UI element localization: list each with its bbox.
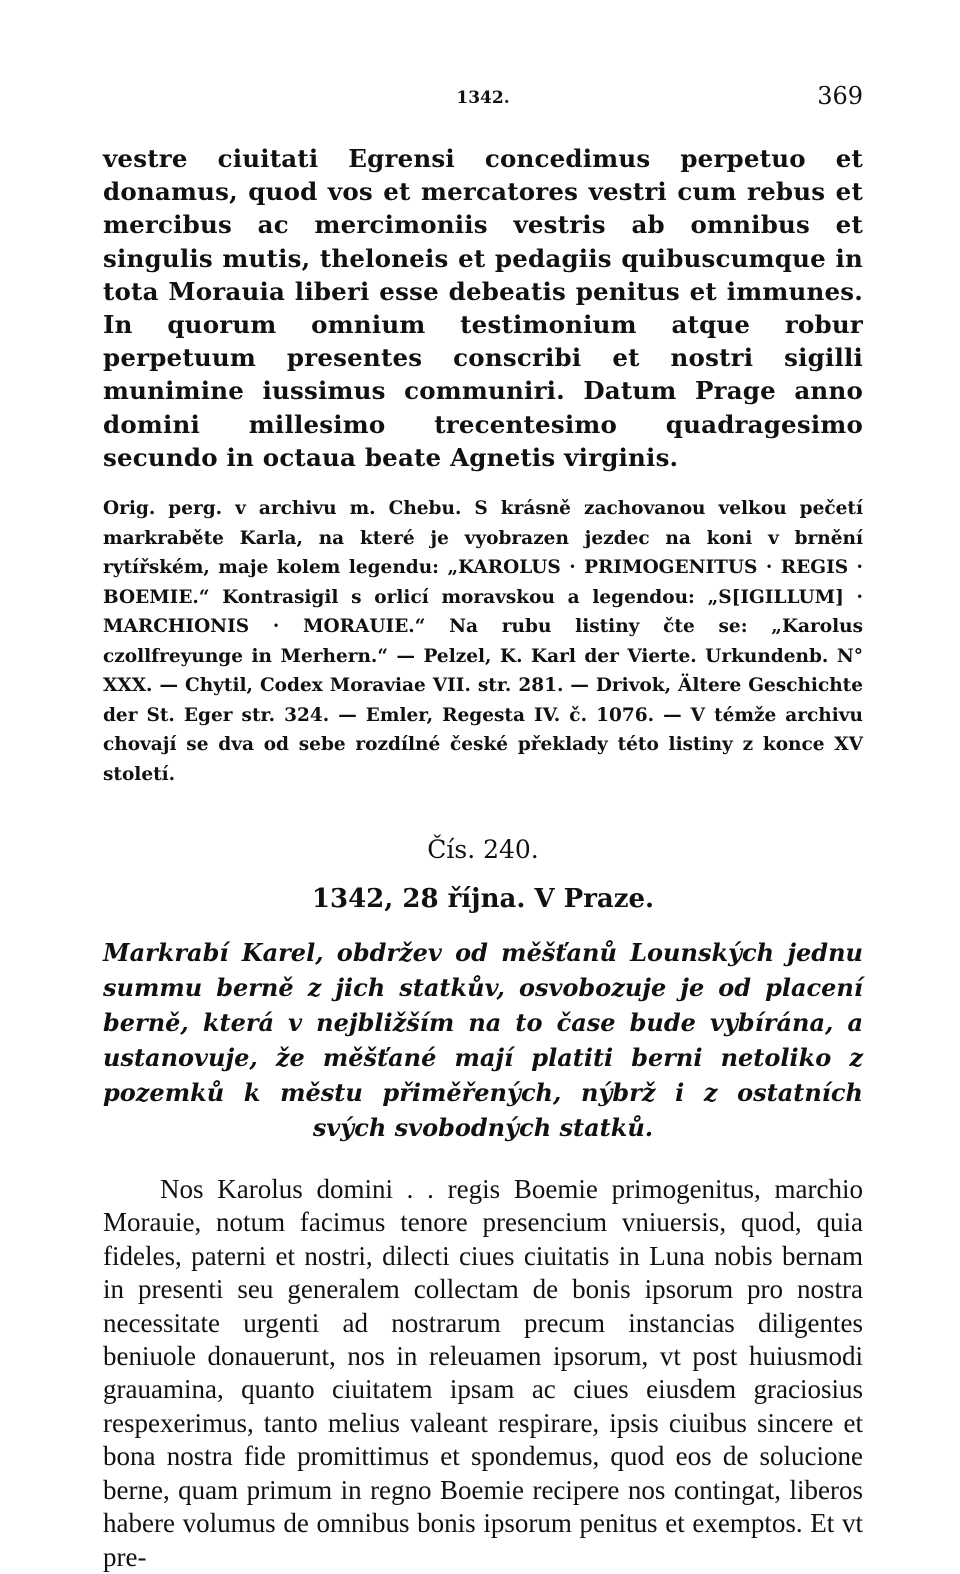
running-head-year: 1342. bbox=[456, 88, 510, 108]
book-page bbox=[103, 82, 863, 1574]
document-date-place: 1342, 28 října. V Praze. bbox=[311, 884, 655, 915]
running-head bbox=[103, 82, 863, 112]
charter-text-continuation: vestre ciuitati Egrensi concedimus perpetuo et donamus, quod vos et mercatores vestri cum rebus et mercibus ac mercimoniis vestris ab omnibus et singulis mutis, theloneis et pedagiis quibuscumque in tota Morauia liberi esse debeatis penitus et immunes. In quorum omnium testimonium atque robur perpetuum presentes conscribi et nostri sigilli munimine iussimus communiri. Datum Prage anno domini millesimo trecentesimo quadragesimo secundo in octaua beate Agnetis virginis. bbox=[103, 144, 863, 472]
editorial-notes: Orig. perg. v archivu m. Chebu. S krásně zachovanou velkou pečetí markraběte Karla, na které je vyobrazen jezdec na koni v brnění rytířském, maje kolem legendu: „KAROLUS · PRIMOGENITUS · REGIS · BOEMIE.“ Kontrasigil s orlicí moravskou a legendou: „S[IGILLUM] · MARCHIONIS · MORAUIE.“ Na rubu listiny čte se: „Karolus czollfreyunge in Merhern.“ — Pelzel, K. Karl der Vierte. Urkundenb. N° XXX. — Chytil, Codex Moraviae VII. str. 281. — Drivok, Ältere Geschichte der St. Eger str. 324. — Emler, Regesta IV. č. 1076. — V témže archivu chovají se dva od sebe rozdílné české překlady této listiny z konce XV století. bbox=[103, 498, 863, 785]
document-regest: Markrabí Karel, obdržev od měšťanů Lounských jednu summu berně z jich statkův, osvobozuje je od placení berně, která v nejbližším na to čase bude vybírána, a ustanovuje, že měšťané mají platiti berni netoliko z pozemků k městu přiměřených, nýbrž i z ostatních svých svobodných statků. bbox=[103, 938, 863, 1143]
charter-text: Nos Karolus domini . . regis Boemie primogenitus, marchio Morauie, notum facimus tenore presencium vniuersis, quod, quia fideles, paterni et nostri, dilecti ciues ciuitatis in Luna nobis bernam in presenti seu generalem collectam de bonis ipsorum pro nostra necessitate urgenti ad nostrarum precum instancias diligentes beniuole donauerunt, nos in releuamen ipsorum, vt post huiusmodi grauamina, quanto ciuitatem ipsam ac ciues eiusdem graciosius respexerimus, tanto melius valeant respirare, ipsis ciuibus sincere et bona nostra fide promittimus et spondemus, quod eos de solucione berne, quam primum in regno Boemie recipere nos contingat, liberos habere volumus de omnibus bonis ipsorum penitus et exemptos. Et vt pre- bbox=[103, 1174, 863, 1572]
document-number: Čís. 240. bbox=[427, 835, 539, 865]
page-number: 369 bbox=[817, 82, 863, 110]
